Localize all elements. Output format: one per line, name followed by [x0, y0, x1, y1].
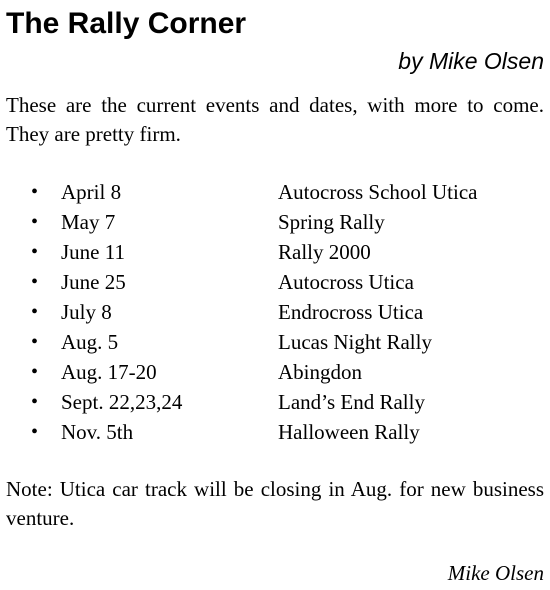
- event-name: Lucas Night Rally: [278, 330, 432, 354]
- event-name: Land’s End Rally: [278, 390, 425, 414]
- bullet-icon: •: [31, 301, 39, 323]
- intro-paragraph: These are the current events and dates, with more to come. They are pretty firm.: [6, 93, 544, 146]
- event-list-item: [0, 357, 550, 387]
- event-date: April 8: [61, 180, 122, 204]
- event-date: June 11: [61, 240, 125, 264]
- event-list-item: [0, 177, 550, 207]
- event-list: [0, 177, 550, 447]
- event-name: Halloween Rally: [278, 420, 420, 444]
- event-date: Sept. 22,23,24: [61, 390, 183, 414]
- bullet-icon: •: [31, 241, 39, 263]
- event-name: Autocross Utica: [278, 270, 414, 294]
- bullet-icon: •: [31, 181, 39, 203]
- event-name: Autocross School Utica: [278, 180, 478, 204]
- bullet-icon: •: [31, 331, 39, 353]
- event-name: Abingdon: [278, 360, 362, 384]
- event-name: Rally 2000: [278, 240, 371, 264]
- event-date: June 25: [61, 270, 126, 294]
- bullet-icon: •: [31, 361, 39, 383]
- article-byline: by Mike Olsen: [398, 48, 544, 74]
- signature: Mike Olsen: [447, 561, 544, 585]
- event-list-item: [0, 327, 550, 357]
- bullet-icon: •: [31, 421, 39, 443]
- event-list-item: [0, 207, 550, 237]
- note-paragraph: Note: Utica car track will be closing in Aug. for new business venture.: [6, 477, 544, 530]
- event-date: May 7: [61, 210, 116, 234]
- bullet-icon: •: [31, 391, 39, 413]
- event-date: July 8: [61, 300, 112, 324]
- event-name: Endrocross Utica: [278, 300, 424, 324]
- event-date: Aug. 17-20: [61, 360, 157, 384]
- event-name: Spring Rally: [278, 210, 385, 234]
- bullet-icon: •: [31, 211, 39, 233]
- event-list-item: [0, 267, 550, 297]
- event-date: Aug. 5: [61, 330, 119, 354]
- event-list-item: [0, 417, 550, 447]
- article-title: The Rally Corner: [6, 7, 247, 40]
- event-list-item: [0, 297, 550, 327]
- event-date: Nov. 5th: [61, 420, 134, 444]
- bullet-icon: •: [31, 271, 39, 293]
- event-list-item: [0, 387, 550, 417]
- event-list-item: [0, 237, 550, 267]
